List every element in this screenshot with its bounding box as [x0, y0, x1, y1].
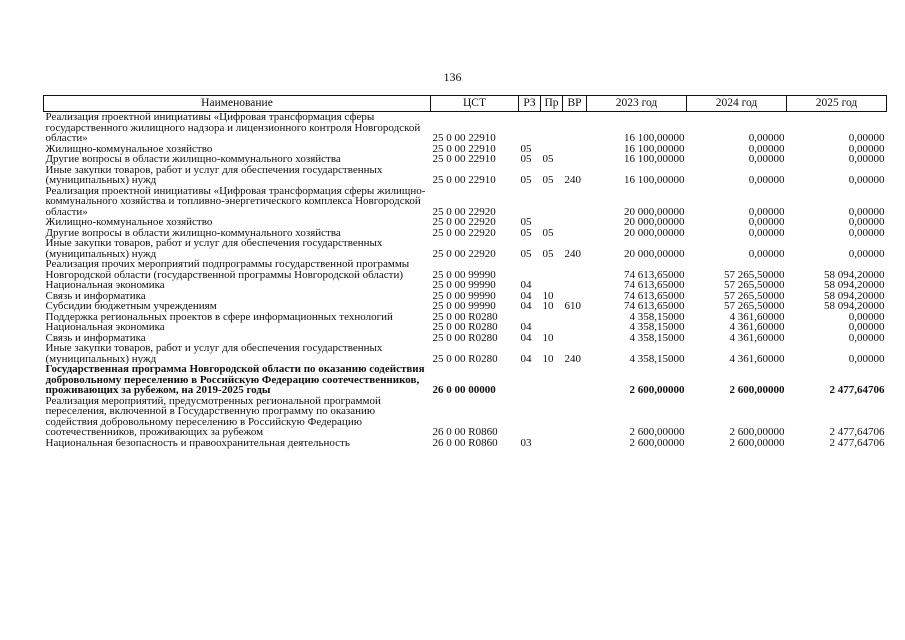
table-row — [44, 322, 887, 333]
cell-cst: 25 0 00 99990 — [432, 300, 496, 312]
cell-pr — [541, 396, 563, 438]
cell-rz: 04 — [520, 289, 532, 302]
cell-y2024: 4 361,60000 — [729, 321, 785, 333]
cell-vr — [563, 396, 587, 438]
cell-y2024: 57 265,50000 — [724, 268, 785, 281]
cell-cst: 25 0 00 22920 — [432, 226, 496, 239]
cell-name: Национальная экономика — [45, 321, 165, 333]
cell-cst: 25 0 00 22910 — [432, 142, 496, 155]
cell-y2023: 16 100,00000 — [624, 142, 685, 155]
header-2025: 2025 год — [787, 96, 887, 112]
cell-rz — [519, 186, 541, 218]
cell-vr — [563, 259, 587, 280]
header-2023: 2023 год — [587, 96, 687, 112]
cell-cst: 25 0 00 R0280 — [432, 321, 498, 333]
table-row — [44, 112, 887, 144]
cell-vr — [563, 364, 587, 396]
cell-name: Другие вопросы в области жилищно-коммунального хозяйства — [45, 226, 341, 239]
cell-pr — [541, 322, 563, 333]
table-row — [44, 301, 887, 312]
cell-y2025: 58 094,20000 — [824, 268, 885, 281]
cell-y2024: 0,00000 — [748, 132, 785, 144]
cell-rz: 04 — [520, 279, 532, 291]
header-cst: ЦСТ — [431, 96, 519, 112]
cell-y2023: 20 000,00000 — [624, 247, 685, 260]
table-body — [44, 112, 887, 449]
cell-pr — [541, 112, 563, 144]
cell-rz — [519, 396, 541, 438]
cell-y2025: 0,00000 — [848, 153, 885, 165]
cell-cst: 25 0 00 R0280 — [432, 331, 498, 344]
cell-rz: 05 — [520, 142, 532, 155]
table-row — [44, 217, 887, 228]
cell-y2024: 0,00000 — [748, 205, 785, 218]
cell-y2023: 74 613,65000 — [624, 289, 685, 302]
cell-rz: 03 — [520, 436, 532, 449]
cell-y2024: 0,00000 — [748, 247, 785, 260]
cell-rz: 05 — [520, 216, 532, 228]
cell-cst: 25 0 00 22920 — [432, 216, 496, 228]
cell-y2025: 0,00000 — [848, 132, 885, 144]
cell-y2025: 0,00000 — [848, 216, 885, 228]
header-vr: ВР — [563, 96, 587, 112]
cell-y2025: 0,00000 — [848, 205, 885, 218]
cell-pr — [541, 259, 563, 280]
cell-y2025: 0,00000 — [848, 331, 885, 344]
cell-pr — [541, 312, 563, 323]
cell-y2025: 58 094,20000 — [824, 300, 885, 312]
table-row — [44, 186, 887, 218]
cell-y2025: 2 477,64706 — [829, 384, 885, 396]
cell-name: Государственная программа Новгородской области по оказанию содействия добровольному переселению в Российскую Федерацию соотечественников, проживающих за рубежом, на 2019-2025 годы — [45, 363, 425, 396]
cell-pr: 05 — [542, 226, 554, 239]
cell-name: Жилищно-коммунальное хозяйство — [45, 216, 213, 228]
table-header-row — [44, 96, 887, 112]
cell-y2024: 4 361,60000 — [729, 352, 785, 365]
cell-y2025: 58 094,20000 — [824, 279, 885, 291]
cell-vr — [563, 112, 587, 144]
header-2024: 2024 год — [687, 96, 787, 112]
table-row — [44, 259, 887, 280]
cell-y2023: 16 100,00000 — [624, 174, 685, 186]
cell-cst: 25 0 00 22910 — [432, 153, 496, 165]
cell-y2023: 4 358,15000 — [629, 310, 685, 323]
cell-y2024: 0,00000 — [748, 142, 785, 155]
table-row — [44, 396, 887, 438]
cell-rz — [519, 112, 541, 144]
cell-vr — [563, 154, 587, 165]
cell-y2023: 16 100,00000 — [624, 153, 685, 165]
table-row — [44, 154, 887, 165]
cell-y2024: 2 600,00000 — [729, 384, 785, 396]
cell-y2023: 74 613,65000 — [624, 300, 685, 312]
cell-pr — [541, 217, 563, 228]
cell-pr — [541, 364, 563, 396]
budget-table — [43, 95, 887, 448]
cell-y2025: 0,00000 — [848, 247, 885, 260]
table-row — [44, 280, 887, 291]
cell-vr — [563, 322, 587, 333]
cell-name: Иные закупки товаров, работ и услуг для обеспечения государственных (муниципальных) нужд — [45, 237, 383, 260]
cell-y2023: 2 600,00000 — [629, 384, 685, 396]
cell-y2024: 57 265,50000 — [724, 300, 785, 312]
cell-y2024: 2 600,00000 — [729, 436, 785, 449]
page-number: 136 — [443, 70, 462, 84]
cell-vr: 610 — [564, 300, 581, 312]
cell-cst: 26 0 00 R0860 — [432, 426, 498, 438]
cell-rz: 05 — [520, 153, 532, 165]
cell-y2024: 4 361,60000 — [729, 331, 785, 344]
cell-y2024: 57 265,50000 — [724, 279, 785, 291]
cell-cst: 26 0 00 R0860 — [432, 436, 498, 449]
cell-pr — [541, 438, 563, 449]
header-pr: Пр — [541, 96, 563, 112]
cell-vr: 240 — [564, 352, 581, 365]
cell-y2023: 4 358,15000 — [629, 331, 685, 344]
cell-rz: 04 — [520, 321, 532, 333]
table-row — [44, 438, 887, 449]
cell-pr: 05 — [542, 174, 554, 186]
cell-y2024: 0,00000 — [748, 216, 785, 228]
table-row — [44, 364, 887, 396]
cell-pr: 10 — [542, 331, 554, 344]
cell-rz: 05 — [520, 247, 532, 260]
table-row — [44, 343, 887, 364]
cell-y2023: 4 358,15000 — [629, 321, 685, 333]
cell-y2023: 74 613,65000 — [624, 268, 685, 281]
cell-y2025: 0,00000 — [848, 142, 885, 155]
cell-pr: 05 — [542, 247, 554, 260]
cell-cst: 25 0 00 22910 — [432, 174, 496, 186]
cell-pr: 10 — [542, 352, 554, 365]
cell-vr — [563, 144, 587, 155]
cell-cst: 25 0 00 99990 — [432, 279, 496, 291]
cell-name: Связь и информатика — [45, 331, 146, 344]
header-rz: РЗ — [519, 96, 541, 112]
cell-cst: 26 0 00 00000 — [432, 384, 496, 396]
cell-y2025: 0,00000 — [848, 174, 885, 186]
cell-name: Реализация проектной инициативы «Цифровая трансформация сферы государственного жилищного надзора и лицензионного контроля Новгородской области» — [45, 111, 421, 144]
cell-name: Жилищно-коммунальное хозяйство — [45, 142, 213, 155]
cell-y2025: 0,00000 — [848, 310, 885, 323]
cell-y2024: 0,00000 — [748, 153, 785, 165]
cell-vr — [563, 333, 587, 344]
header-name: Наименование — [44, 96, 431, 112]
cell-y2024: 2 600,00000 — [729, 426, 785, 438]
cell-y2023: 4 358,15000 — [629, 352, 685, 365]
cell-rz: 05 — [520, 226, 532, 239]
cell-y2023: 16 100,00000 — [624, 132, 685, 144]
cell-rz — [519, 364, 541, 396]
cell-pr — [541, 186, 563, 218]
cell-name: Национальная безопасность и правоохранительная деятельность — [45, 436, 350, 449]
cell-name: Реализация проектной инициативы «Цифровая трансформация сферы жилищно-коммунального хозяйства и топливно-энергетического комплекса Новгородской области» — [45, 184, 426, 218]
cell-y2024: 0,00000 — [748, 226, 785, 239]
cell-cst: 25 0 00 R0280 — [432, 352, 498, 365]
cell-y2023: 20 000,00000 — [624, 226, 685, 239]
cell-pr: 10 — [542, 300, 554, 312]
cell-y2025: 0,00000 — [848, 226, 885, 239]
cell-y2025: 2 477,64706 — [829, 436, 885, 449]
cell-name: Иные закупки товаров, работ и услуг для обеспечения государственных (муниципальных) нужд — [45, 163, 383, 186]
cell-name: Другие вопросы в области жилищно-коммунального хозяйства — [45, 153, 341, 165]
cell-name: Реализация мероприятий, предусмотренных региональной программой переселения, включенной в Государственную программу по оказанию содействия добровольному переселению в Российскую Федерацию соотечественников, проживающих за рубежом — [45, 394, 381, 438]
cell-pr: 10 — [542, 289, 554, 302]
cell-vr: 240 — [564, 174, 581, 186]
cell-y2023: 2 600,00000 — [629, 426, 685, 438]
cell-vr — [563, 438, 587, 449]
cell-vr — [563, 312, 587, 323]
cell-name: Связь и информатика — [45, 289, 146, 302]
cell-rz: 04 — [520, 352, 532, 365]
cell-y2025: 58 094,20000 — [824, 289, 885, 302]
cell-cst: 25 0 00 R0280 — [432, 310, 498, 323]
cell-cst: 25 0 00 22920 — [432, 205, 496, 218]
cell-name: Национальная экономика — [45, 279, 165, 291]
cell-cst: 25 0 00 22920 — [432, 247, 496, 260]
cell-rz — [519, 259, 541, 280]
table-row — [44, 238, 887, 259]
table-row — [44, 165, 887, 186]
cell-y2024: 57 265,50000 — [724, 289, 785, 302]
cell-vr: 240 — [564, 247, 581, 260]
cell-rz: 04 — [520, 300, 532, 312]
cell-y2023: 74 613,65000 — [624, 279, 685, 291]
cell-name: Поддержка региональных проектов в сфере информационных технологий — [45, 310, 393, 323]
cell-y2025: 0,00000 — [848, 352, 885, 365]
cell-vr — [563, 217, 587, 228]
cell-cst: 25 0 00 22910 — [432, 132, 496, 144]
cell-y2023: 20 000,00000 — [624, 205, 685, 218]
cell-y2023: 2 600,00000 — [629, 436, 685, 449]
cell-name: Субсидии бюджетным учреждениям — [45, 300, 217, 312]
cell-y2024: 4 361,60000 — [729, 310, 785, 323]
cell-cst: 25 0 00 99990 — [432, 289, 496, 302]
cell-rz: 05 — [520, 174, 532, 186]
cell-y2023: 20 000,00000 — [624, 216, 685, 228]
cell-y2024: 0,00000 — [748, 174, 785, 186]
cell-cst: 25 0 00 99990 — [432, 268, 496, 281]
cell-pr — [541, 280, 563, 291]
cell-vr — [563, 186, 587, 218]
cell-rz: 04 — [520, 331, 532, 344]
cell-name: Иные закупки товаров, работ и услуг для обеспечения государственных (муниципальных) нужд — [45, 342, 383, 365]
cell-pr: 05 — [542, 153, 554, 165]
cell-y2025: 0,00000 — [848, 321, 885, 333]
cell-vr — [563, 280, 587, 291]
cell-y2025: 2 477,64706 — [829, 426, 885, 438]
cell-vr — [563, 228, 587, 239]
cell-name: Реализация прочих мероприятий подпрограммы государственной программы Новгородской области (государственной программы Новгородской области) — [45, 258, 410, 281]
